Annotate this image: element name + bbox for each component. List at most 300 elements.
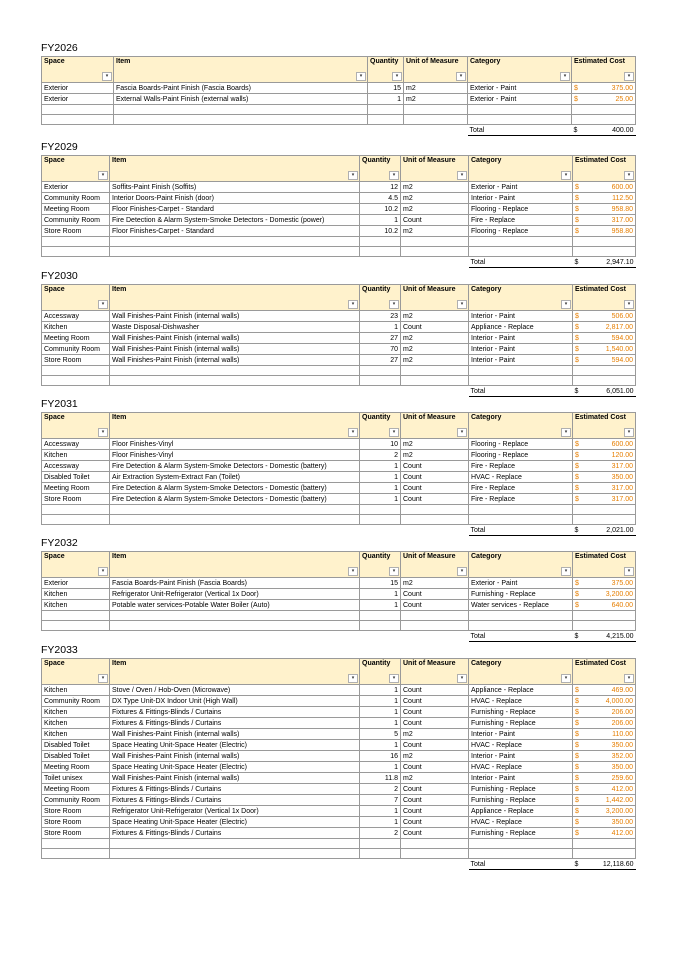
column-header-item [110, 285, 360, 311]
currency-symbol: $ [575, 194, 579, 202]
item-cell: Fire Detection & Alarm System-Smoke Detectors - Domestic (battery) [110, 461, 360, 472]
filter-dropdown-icon[interactable]: ▾ [98, 300, 108, 309]
column-header-cost [572, 57, 636, 83]
currency-symbol: $ [575, 796, 579, 804]
blank-cell [360, 376, 401, 386]
filter-dropdown-icon[interactable]: ▾ [457, 428, 467, 437]
blank-cell [401, 366, 469, 376]
currency-symbol: $ [575, 451, 579, 459]
filter-dropdown-icon[interactable]: ▾ [356, 72, 366, 81]
category-cell: Furnishing - Replace [469, 589, 573, 600]
total-row [42, 631, 636, 642]
item-cell: Fascia Boards-Paint Finish (Fascia Boards) [110, 578, 360, 589]
column-header-cost [573, 413, 636, 439]
unit-cell: Count [401, 828, 469, 839]
currency-symbol: $ [574, 95, 578, 103]
blank-cell [573, 247, 636, 257]
quantity-cell: 11.8 [360, 773, 401, 784]
total-label: Total [468, 125, 572, 136]
quantity-cell: 5 [360, 729, 401, 740]
space-cell: Community Room [42, 344, 110, 355]
category-cell: Appliance - Replace [469, 322, 573, 333]
column-header-label: Unit of Measure [403, 286, 456, 293]
blank-cell [110, 839, 360, 849]
table-row [42, 322, 636, 333]
column-header-label: Quantity [362, 157, 391, 164]
estimated-cost-cell [573, 333, 636, 344]
unit-cell: Count [401, 322, 469, 333]
unit-cell: m2 [401, 182, 469, 193]
column-header-quantity [360, 413, 401, 439]
quantity-cell: 2 [360, 450, 401, 461]
filter-dropdown-icon[interactable]: ▾ [98, 567, 108, 576]
quantity-cell: 1 [360, 600, 401, 611]
category-cell: Furnishing - Replace [469, 784, 573, 795]
total-label: Total [469, 631, 573, 642]
category-cell: Fire - Replace [469, 461, 573, 472]
filter-dropdown-icon[interactable]: ▾ [389, 300, 399, 309]
blank-cell [572, 115, 636, 125]
column-header-unit [401, 156, 469, 182]
space-cell: Kitchen [42, 589, 110, 600]
filter-dropdown-icon[interactable]: ▾ [98, 428, 108, 437]
filter-dropdown-icon[interactable]: ▾ [389, 171, 399, 180]
filter-dropdown-icon[interactable]: ▾ [624, 428, 634, 437]
column-header-label: Estimated Cost [575, 157, 626, 164]
blank-cell [110, 376, 360, 386]
filter-dropdown-icon[interactable]: ▾ [348, 428, 358, 437]
filter-dropdown-icon[interactable]: ▾ [348, 674, 358, 683]
year-section [41, 398, 635, 536]
blank-cell [360, 849, 401, 859]
column-header-label: Item [112, 414, 127, 421]
quantity-cell: 1 [360, 696, 401, 707]
space-cell: Store Room [42, 828, 110, 839]
filter-dropdown-icon[interactable]: ▾ [457, 674, 467, 683]
category-cell: Interior - Paint [469, 751, 573, 762]
total-value-cell [573, 525, 636, 536]
table-row [42, 718, 636, 729]
column-header-label: Unit of Measure [403, 660, 456, 667]
cost-amount: 2,817.00 [605, 323, 633, 331]
total-label: Total [469, 386, 573, 397]
quantity-cell: 16 [360, 751, 401, 762]
column-header-label: Unit of Measure [403, 157, 456, 164]
table-row [42, 685, 636, 696]
space-cell: Store Room [42, 355, 110, 366]
currency-symbol: $ [575, 590, 579, 598]
item-cell: Wall Finishes-Paint Finish (internal walls) [110, 311, 360, 322]
unit-cell: m2 [401, 193, 469, 204]
unit-cell: Count [401, 589, 469, 600]
unit-cell: m2 [401, 578, 469, 589]
year-section [41, 644, 635, 870]
table-row [42, 806, 636, 817]
total-spacer-cell [110, 257, 360, 268]
cost-amount: 120.00 [611, 451, 633, 459]
table-row [42, 472, 636, 483]
total-spacer-cell [110, 859, 360, 870]
column-header-label: Estimated Cost [574, 58, 625, 65]
filter-dropdown-icon[interactable]: ▾ [624, 674, 634, 683]
blank-cell [360, 237, 401, 247]
category-cell: HVAC - Replace [469, 472, 573, 483]
blank-cell [469, 376, 573, 386]
table-row [42, 494, 636, 505]
cost-amount: 350.00 [611, 473, 633, 481]
cost-amount: 375.00 [611, 579, 633, 587]
total-spacer-cell [42, 525, 110, 536]
item-cell: DX Type Unit-DX Indoor Unit (High Wall) [110, 696, 360, 707]
space-cell: Kitchen [42, 729, 110, 740]
blank-cell [360, 621, 401, 631]
column-header-label: Estimated Cost [575, 660, 626, 667]
category-cell: HVAC - Replace [469, 762, 573, 773]
column-header-label: Category [471, 553, 502, 560]
currency-symbol: $ [575, 356, 579, 364]
column-header-cost [573, 659, 636, 685]
currency-symbol: $ [575, 601, 579, 609]
blank-cell [573, 237, 636, 247]
blank-cell [42, 839, 110, 849]
column-header-label: Item [116, 58, 131, 65]
estimated-cost-cell [573, 311, 636, 322]
table-row [42, 817, 636, 828]
currency-symbol: $ [575, 216, 579, 224]
table-row [42, 773, 636, 784]
space-cell: Exterior [42, 182, 110, 193]
category-cell: Exterior - Paint [469, 578, 573, 589]
blank-cell [469, 247, 573, 257]
column-header-space [42, 285, 110, 311]
unit-cell: m2 [401, 355, 469, 366]
year-heading: FY2029 [41, 141, 78, 153]
currency-symbol: $ [575, 730, 579, 738]
item-cell: Wall Finishes-Paint Finish (internal walls) [110, 344, 360, 355]
table-row [42, 193, 636, 204]
quantity-cell: 10 [360, 439, 401, 450]
estimated-cost-cell [572, 94, 636, 105]
category-cell: Furnishing - Replace [469, 718, 573, 729]
item-cell: Space Heating Unit-Space Heater (Electric) [110, 762, 360, 773]
category-cell: Interior - Paint [469, 773, 573, 784]
blank-cell [114, 115, 368, 125]
filter-dropdown-icon[interactable]: ▾ [389, 674, 399, 683]
blank-cell [469, 839, 573, 849]
filter-dropdown-icon[interactable]: ▾ [561, 674, 571, 683]
blank-cell [401, 611, 469, 621]
space-cell: Disabled Toilet [42, 751, 110, 762]
currency-symbol: $ [575, 495, 579, 503]
blank-cell [110, 515, 360, 525]
total-spacer-cell [404, 125, 468, 136]
item-cell: Fixtures & Fittings-Blinds / Curtains [110, 795, 360, 806]
category-cell: Interior - Paint [469, 729, 573, 740]
unit-cell: m2 [401, 311, 469, 322]
filter-dropdown-icon[interactable]: ▾ [392, 72, 402, 81]
estimated-cost-cell [573, 439, 636, 450]
filter-dropdown-icon[interactable]: ▾ [457, 171, 467, 180]
filter-dropdown-icon[interactable]: ▾ [561, 567, 571, 576]
cost-amount: 4,000.00 [605, 697, 633, 705]
cost-amount: 317.00 [611, 462, 633, 470]
space-cell: Kitchen [42, 450, 110, 461]
estimated-cost-cell [573, 461, 636, 472]
cost-amount: 412.00 [611, 829, 633, 837]
estimated-cost-cell [573, 795, 636, 806]
currency-symbol: $ [575, 473, 579, 481]
space-cell: Kitchen [42, 322, 110, 333]
item-cell: Fixtures & Fittings-Blinds / Curtains [110, 718, 360, 729]
blank-cell [573, 621, 636, 631]
table-row [42, 450, 636, 461]
currency-symbol: $ [575, 579, 579, 587]
table-row [42, 729, 636, 740]
column-header-category [469, 659, 573, 685]
filter-dropdown-icon[interactable]: ▾ [389, 428, 399, 437]
filter-dropdown-icon[interactable]: ▾ [561, 428, 571, 437]
cost-amount: 958.80 [611, 205, 633, 213]
blank-cell [110, 237, 360, 247]
quantity-cell: 1 [360, 483, 401, 494]
item-cell: Fixtures & Fittings-Blinds / Curtains [110, 828, 360, 839]
estimated-cost-cell [573, 740, 636, 751]
blank-cell [42, 247, 110, 257]
blank-row [42, 849, 636, 859]
total-label: Total [469, 859, 573, 870]
blank-row [42, 247, 636, 257]
category-cell: Interior - Paint [469, 311, 573, 322]
total-row [42, 525, 636, 536]
currency-symbol: $ [575, 484, 579, 492]
item-cell: Space Heating Unit-Space Heater (Electric) [110, 817, 360, 828]
filter-dropdown-icon[interactable]: ▾ [98, 674, 108, 683]
estimated-cost-cell [573, 707, 636, 718]
cost-amount: 352.00 [611, 752, 633, 760]
table-row [42, 215, 636, 226]
blank-row [42, 105, 636, 115]
column-header-space [42, 156, 110, 182]
column-header-label: Item [112, 660, 127, 667]
filter-dropdown-icon[interactable]: ▾ [457, 300, 467, 309]
category-cell: Flooring - Replace [469, 226, 573, 237]
filter-dropdown-icon[interactable]: ▾ [624, 567, 634, 576]
filter-dropdown-icon[interactable]: ▾ [348, 171, 358, 180]
total-spacer-cell [401, 257, 469, 268]
blank-cell [110, 247, 360, 257]
column-header-category [469, 285, 573, 311]
column-header-unit [401, 552, 469, 578]
blank-row [42, 376, 636, 386]
cost-amount: 3,200.00 [605, 590, 633, 598]
cost-amount: 317.00 [611, 495, 633, 503]
category-cell: HVAC - Replace [469, 817, 573, 828]
cost-amount: 25.00 [615, 95, 633, 103]
column-header-label: Estimated Cost [575, 286, 626, 293]
quantity-cell: 1 [360, 707, 401, 718]
item-cell: Floor Finishes-Carpet - Standard [110, 204, 360, 215]
blank-cell [42, 505, 110, 515]
cost-amount: 506.00 [611, 312, 633, 320]
estimated-cost-cell [573, 773, 636, 784]
item-cell: Space Heating Unit-Space Heater (Electric) [110, 740, 360, 751]
table-row [42, 600, 636, 611]
cost-amount: 594.00 [611, 356, 633, 364]
filter-dropdown-icon[interactable]: ▾ [348, 567, 358, 576]
unit-cell: m2 [401, 773, 469, 784]
column-header-cost [573, 285, 636, 311]
unit-cell: m2 [404, 83, 468, 94]
space-cell: Meeting Room [42, 204, 110, 215]
total-value-cell [573, 386, 636, 397]
estimated-cost-cell [573, 322, 636, 333]
category-cell: Flooring - Replace [469, 439, 573, 450]
quantity-cell: 1 [360, 322, 401, 333]
item-cell: Fixtures & Fittings-Blinds / Curtains [110, 784, 360, 795]
total-spacer-cell [110, 525, 360, 536]
estimated-cost-cell [573, 494, 636, 505]
table-row [42, 439, 636, 450]
item-cell: Potable water services-Potable Water Boiler (Auto) [110, 600, 360, 611]
estimated-cost-cell [573, 355, 636, 366]
filter-dropdown-icon[interactable]: ▾ [389, 567, 399, 576]
unit-cell: Count [401, 707, 469, 718]
quantity-cell: 1 [360, 494, 401, 505]
cost-amount: 958.80 [611, 227, 633, 235]
unit-cell: m2 [401, 333, 469, 344]
unit-cell: Count [401, 817, 469, 828]
unit-cell: m2 [401, 226, 469, 237]
cost-amount: 469.00 [611, 686, 633, 694]
filter-dropdown-icon[interactable]: ▾ [624, 171, 634, 180]
column-header-label: Estimated Cost [575, 553, 626, 560]
filter-dropdown-icon[interactable]: ▾ [624, 72, 634, 81]
filter-dropdown-icon[interactable]: ▾ [561, 300, 571, 309]
estimated-cost-cell [573, 696, 636, 707]
total-value-cell [573, 631, 636, 642]
year-section [41, 537, 635, 642]
category-cell: Exterior - Paint [469, 182, 573, 193]
filter-dropdown-icon[interactable]: ▾ [561, 171, 571, 180]
item-cell: Wall Finishes-Paint Finish (internal walls) [110, 729, 360, 740]
cost-amount: 350.00 [611, 741, 633, 749]
filter-dropdown-icon[interactable]: ▾ [456, 72, 466, 81]
column-header-label: Unit of Measure [406, 58, 459, 65]
estimated-cost-cell [573, 182, 636, 193]
blank-cell [573, 366, 636, 376]
item-cell: Fire Detection & Alarm System-Smoke Detectors - Domestic (power) [110, 215, 360, 226]
category-cell: Interior - Paint [469, 193, 573, 204]
total-row [42, 859, 636, 870]
total-value-cell [573, 257, 636, 268]
quantity-cell: 7 [360, 795, 401, 806]
filter-dropdown-icon[interactable]: ▾ [98, 171, 108, 180]
blank-row [42, 366, 636, 376]
blank-cell [42, 366, 110, 376]
estimated-cost-cell [573, 204, 636, 215]
column-header-item [110, 413, 360, 439]
blank-cell [573, 505, 636, 515]
filter-dropdown-icon[interactable]: ▾ [560, 72, 570, 81]
estimated-cost-cell [573, 729, 636, 740]
unit-cell: Count [401, 215, 469, 226]
table-row [42, 751, 636, 762]
total-spacer-cell [401, 631, 469, 642]
column-header-label: Space [44, 660, 65, 667]
space-cell: Community Room [42, 795, 110, 806]
blank-cell [573, 839, 636, 849]
column-header-label: Category [471, 286, 502, 293]
filter-dropdown-icon[interactable]: ▾ [457, 567, 467, 576]
category-cell: Water services - Replace [469, 600, 573, 611]
table-row [42, 578, 636, 589]
unit-cell: Count [401, 696, 469, 707]
currency-symbol: $ [574, 258, 579, 266]
filter-dropdown-icon[interactable]: ▾ [102, 72, 112, 81]
total-value-cell [572, 125, 636, 136]
blank-cell [572, 105, 636, 115]
table-row [42, 204, 636, 215]
item-cell: Soffits-Paint Finish (Soffits) [110, 182, 360, 193]
unit-cell: Count [401, 806, 469, 817]
quantity-cell: 1 [360, 762, 401, 773]
blank-cell [401, 849, 469, 859]
total-value-cell [573, 859, 636, 870]
column-header-item [110, 156, 360, 182]
item-cell: Floor Finishes-Vinyl [110, 450, 360, 461]
unit-cell: m2 [401, 204, 469, 215]
blank-cell [360, 247, 401, 257]
estimated-cost-cell [573, 600, 636, 611]
filter-dropdown-icon[interactable]: ▾ [624, 300, 634, 309]
blank-row [42, 611, 636, 621]
unit-cell: Count [401, 472, 469, 483]
cost-amount: 112.50 [612, 194, 633, 202]
table-row [42, 94, 636, 105]
total-spacer-cell [360, 386, 401, 397]
year-heading: FY2030 [41, 270, 78, 282]
cost-amount: 3,200.00 [605, 807, 633, 815]
cost-table [41, 412, 636, 536]
table-row [42, 696, 636, 707]
cost-amount: 259.60 [611, 774, 633, 782]
estimated-cost-cell [573, 193, 636, 204]
space-cell: Store Room [42, 817, 110, 828]
space-cell: Kitchen [42, 685, 110, 696]
total-spacer-cell [42, 257, 110, 268]
blank-cell [401, 505, 469, 515]
category-cell: Appliance - Replace [469, 806, 573, 817]
cost-amount: 594.00 [611, 334, 633, 342]
column-header-label: Space [44, 553, 65, 560]
column-header-space [42, 413, 110, 439]
filter-dropdown-icon[interactable]: ▾ [348, 300, 358, 309]
blank-cell [42, 115, 114, 125]
column-header-item [110, 659, 360, 685]
currency-symbol: $ [575, 440, 579, 448]
quantity-cell: 1 [360, 461, 401, 472]
category-cell: Exterior - Paint [468, 94, 572, 105]
currency-symbol: $ [575, 462, 579, 470]
item-cell: Stove / Oven / Hob-Oven (Microwave) [110, 685, 360, 696]
total-spacer-cell [401, 859, 469, 870]
blank-cell [110, 505, 360, 515]
column-header-cost [573, 156, 636, 182]
currency-symbol: $ [575, 774, 579, 782]
total-row [42, 386, 636, 397]
blank-cell [360, 611, 401, 621]
space-cell: Accessway [42, 311, 110, 322]
